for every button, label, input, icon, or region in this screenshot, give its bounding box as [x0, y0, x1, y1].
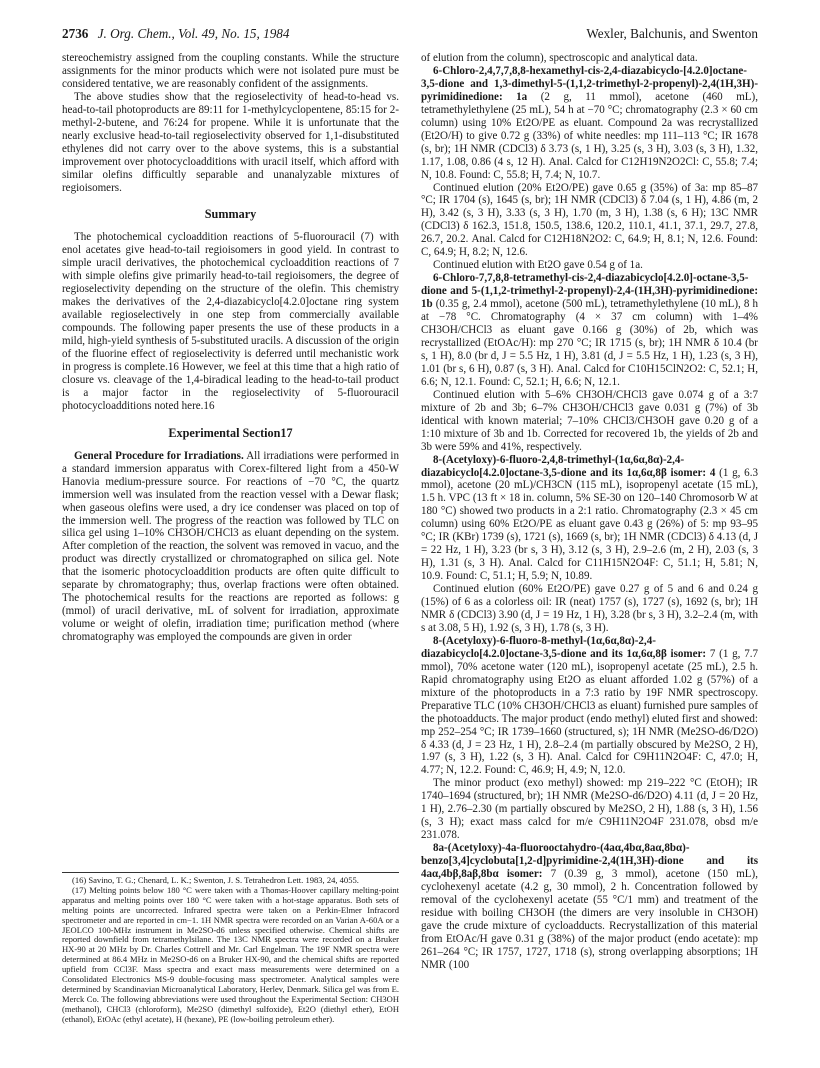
right-column: [421, 52, 758, 972]
experimental-paragraph: [421, 52, 758, 65]
paragraph-text: 7 (1 g, 7.7 mmol), 70% acetone water (120 mL), isopropenyl acetate (25 mL), 2.5 h. Rapid chromatography using Et2O as eluant afforded 1.02 g (57%) of a mixture of the photoproducts in a 7:3 ratio by 19F NMR spectroscopy. Preparative TLC (10% CH3OH/CHCl3 as eluant) furnished pure samples of the photoadducts. The major product (endo methyl) eluted first and showed: mp 252–254 °C; IR 1739–1660 (structured, s); 1H NMR (Me2SO-d6/D2O) δ 4.33 (d, J = 23 Hz, 1 H), 2.8–2.4 (m partially obscured by Me2SO, 2 H), 1.97 (s, 3 H), 1.22 (s, 3 H). Anal. Calcd for C9H11N2O4F: C, 47.0; H, 4.77; N, 12.2. Found: C, 46.9; H, 4.9; N, 12.0.: [421, 647, 758, 777]
paragraph-text: Continued elution with Et2O gave 0.54 g of 1a.: [433, 259, 643, 272]
paragraph-text: (2 g, 11 mmol), acetone (460 mL), tetramethylethylene (25 mL), 54 h at −70 °C; chromatography (2.3 × 60 cm column) using 10% Et2O/PE as eluant. Compound 2a was recrystallized (Et2O/H) to give 0.72 g (33%) of white needles: mp 111–113 °C; IR 1678 (s, br); 1H NMR (CDCl3) δ 3.73 (s, 1 H), 3.25 (s, 3 H), 3.03 (s, 3 H), 1.32, 1.17, 1.08, 0.86 (4 s, 12 H). Anal. Calcd for C12H19N2O2Cl: C, 55.8; 7.4; N, 10.8. Found: C, 55.8; H, 7.4; N, 10.7.: [421, 90, 758, 181]
paragraph-text: Continued elution with 5–6% CH3OH/CHCl3 gave 0.074 g of a 3:7 mixture of 2b and 3b; 6–7% CH3OH/CHCl3 gave 0.031 g (7%) of 3b identical with known material; 7–10% CHCl3/CH3OH gave 0.20 g of a 1:10 mixture of 3b and 1b. Corrected for recovered 1b, the yields of 2b and 3b were 59% and 41%, respectively.: [421, 388, 758, 453]
experimental-paragraph: [421, 272, 758, 389]
paragraph-text: Continued elution (60% Et2O/PE) gave 0.27 g of 5 and 6 and 0.24 g (15%) of 6 as a colorless oil: IR (neat) 1757 (s), 1727 (s), 1692 (s, br); 1H NMR δ (CDCl3) 3.90 (d, J = 19 Hz, 1 H), 3.28 (br s, 3 H), 3.2–2.4 (m, with s at 3.08, 5 H), 1.92 (s, 3 H), 1.78 (s, 3 H).: [421, 583, 758, 634]
experimental-paragraph: [421, 454, 758, 584]
compound-title: 8-(Acetyloxy)-6-fluoro-8-methyl-(1α,6α,8α)-2,4-diazabicyclo[4.2.0]octane-3,5-dione and its 1α,6α,8β isomer:: [421, 634, 707, 660]
general-procedure-title: General Procedure for Irradiations.: [74, 449, 244, 462]
paragraph-text: of elution from the column), spectroscopic and analytical data.: [421, 52, 698, 64]
header-left: [62, 26, 290, 42]
paragraph-text: (1 g, 6.3 mmol), acetone (20 mL)/CH3CN (115 mL), isopropenyl acetate (15 mL), 1.5 h. VPC (13 ft × 18 in. column, 5% SE-30 on 120–140 Chromosorb W at 180 °C) showed two products in a 2:1 ratio. Chromatography (2.3 × 45 cm column) using 60% Et2O/PE as eluant gave 0.43 g (26%) of 5: mp 93–95 °C; IR (KBr) 1739 (s), 1721 (s), 1669 (s, br); 1H NMR (CDCl3) δ 4.13 (d, J = 22 Hz, 1 H), 3.23 (br s, 3 H), 3.12 (s, 3 H), 2.9–2.6 (m, 2 H), 2.03 (s, 3 H), 1.31 (s, 3 H). Anal. Calcd for C11H15N2O4F: C, 51.1; H, 5.81; N, 10.9. Found: C, 51.1; H, 5.9; N, 10.89.: [421, 466, 758, 583]
header-authors: Wexler, Balchunis, and Swenton: [586, 26, 758, 41]
paragraph-text: 7 (0.39 g, 3 mmol), acetone (150 mL), cyclohexenyl acetate (4.2 g, 30 mmol), 2 h. Concentration followed by removal of the cyclohexenyl acetate (55 °C/1 mm) and treatment of the residue with boiling CH3OH (the dimers are very insoluble in CH3OH) gave the crude mixture of cycloadducts. Recrystallization of this material from EtOAc/H gave 0.31 g (38%) of the major product (endo acetate): mp 261–264 °C; IR 1757, 1727, 1718 (s), strong overlapping absorptions; 1H NMR (100: [421, 868, 758, 971]
compound-title: 6-Chloro-7,7,8,8-tetramethyl-cis-2,4-diazabicyclo[4.2.0]-octane-3,5-dione and 5-(1,1,2-trimethyl-2-propenyl)-2,4-(1H,3H)-pyrimidinedione: 1b: [421, 272, 758, 311]
experimental-paragraph: [421, 389, 758, 454]
journal-citation: J. Org. Chem., Vol. 49, No. 15, 1984: [97, 26, 290, 41]
paragraph-text: Continued elution (20% Et2O/PE) gave 0.65 g (35%) of 3a: mp 85–87 °C; IR 1704 (s), 1645 (s, br); 1H NMR (CDCl3) δ 7.04 (s, 1 H), 4.86 (m, 2 H), 3.42 (s, 3 H), 3.33 (s, 3 H), 1.70 (m, 3 H), 1.38 (s, 6 H); 13C NMR (CDCl3) δ 162.3, 151.8, 150.5, 138.6, 120.2, 110.1, 41.1, 37.1, 29.7, 27.8, 26.7, 20.2. Anal. Calcd for C12H18N2O2: C, 64.9; H, 8.1; N, 12.6. Found: C, 64.9; H, 8.2; N, 12.6.: [421, 181, 758, 259]
experimental-paragraph: [421, 65, 758, 182]
experimental-paragraph: [421, 182, 758, 260]
summary-paragraph: The photochemical cycloaddition reactions of 5-fluorouracil (7) with enol acetates give head-to-tail regioisomers in good yield. In contrast to simple uracil derivatives, the photochemical cycloaddition reactions of 7 with simple olefins give primarily head-to-tail regioisomers, the degree of regioselectivity depending on the structure of the olefin. This chemistry makes the derivatives of the 2,4-diazabicyclo[4.2.0]octane ring system available regioselectively in one step from commercially available compounds. The following paper presents the use of these products in a mild, high-yield synthesis of 5-substituted uracils. A discussion of the origin of the fluorine effect of regioselectivity is deferred until mechanistic work in progress is complete.16 However, we feel at this time that a high ratio of closure vs. cleavage of the 1,4-biradical leading to the head-to-tail product is a major factor in the regioselectivity of 5-fluorouracil photocycloadditions noted here.16: [62, 231, 399, 412]
experimental-heading: Experimental Section17: [168, 425, 293, 440]
footnotes: [62, 872, 399, 1025]
footnote-rule: [62, 872, 399, 873]
summary-heading: Summary: [204, 207, 257, 222]
general-procedure-paragraph: [62, 450, 399, 644]
intro-paragraph: stereochemistry assigned from the coupling constants. While the structure assignments for the minor products which were not isolated pure must be considered tentative, we are reasonably confident of the assignments.: [62, 52, 399, 90]
general-procedure-text: All irradiations were performed in a standard immersion apparatus with Corex-filtered light from a 450-W Hanovia medium-pressure source. For reactions of −70 °C, the quartz immersion well was insulated from the reaction vessel with a Dewar flask; when gaseous olefins were used, a dry ice condenser was placed on top of the immersion well. The progress of the reaction was followed by TLC on silica gel using 1–10% CH3OH/CHCl3 as eluant depending on the system. After completion of the reaction, the solvent was removed in vacuo, and the product was directly crystallized or chromatographed on silica gel. Note that the isomeric photocycloaddition products are often quite difficult to separate by chromatography; thus, overlap fractions were often obtained. The photochemical results for the reactions are reported as follows: g (mmol) of uracil derivative, mL of solvent for irradiation, approximate volume or weight of olefin, irradiation time; purification method (where chromatography was employed the compounds are given in order: [62, 449, 400, 644]
experimental-paragraph: [421, 842, 758, 972]
page-header: [62, 26, 758, 44]
left-column: [62, 52, 399, 644]
experimental-paragraph: [421, 259, 758, 272]
experimental-paragraph: [421, 635, 758, 777]
compound-title: 8a-(Acetyloxy)-4a-fluorooctahydro-(4aα,4bα,8aα,8bα)-benzo[3,4]cyclobuta[1,2-d]pyrimidine-2,4(1H,3H)-dione and its 4aα,4bβ,8aβ,8bα isomer:: [421, 842, 758, 881]
intro-paragraph: The above studies show that the regioselectivity of head-to-head vs. head-to-tail photoproducts are 89:11 for 1-methylcyclopentene, 85:15 for 2-methyl-2-butene, and 76:24 for propene. While it is unfortunate that the nearly exclusive head-to-tail regioselectivity observed for 1,1-disubstituted ethylenes did not carry over to the above systems, this is a substantial improvement over photocycloadditions with uracil itself, which afford with similar olefins difficultly separable and unanalyzable mixtures of regioisomers.: [62, 90, 399, 194]
experimental-paragraph: [421, 777, 758, 842]
paragraph-text: The minor product (exo methyl) showed: mp 219–222 °C (EtOH); IR 1740–1694 (structured, br); 1H NMR (Me2SO-d6/D2O) 4.11 (d, J = 20 Hz, 1 H), 2.76–2.30 (m partially obscured by Me2SO, 2 H), 1.88 (s, 3 H), 1.56 (s, 3 H); exact mass calcd for m/e C9H11N2O4F 231.078, obsd m/e 231.078.: [421, 777, 758, 842]
compound-title: 8-(Acetyloxy)-6-fluoro-2,4,8-trimethyl-(1α,6α,8α)-2,4-diazabicyclo[4.2.0]octane-3,5-dione and its 1α,6α,8β isomer: 4: [421, 453, 716, 479]
paragraph-text: (0.35 g, 2.4 mmol), acetone (500 mL), tetramethylethylene (10 mL), 8 h at −78 °C. Chromatography (4 × 37 cm column) with 1–4% CH3OH/CHCl3 as eluant gave 0.166 g (30%) of 2b, which was recrystallized (EtOAc/H): mp 270 °C; IR 1715 (s, br); 1H NMR δ 10.4 (br s, 1 H), 8.0 (br d, J = 5.5 Hz, 1 H), 3.81 (d, J = 5.5 Hz, 1 H), 1.23 (s, 3 H), 1.01 (br s, 6 H), 0.87 (s, 3 H). Anal. Calcd for C10H15ClN2O2: C, 52.1; H, 6.6; N, 12.1. Found: C, 52.1; H, 6.6; N, 12.1.: [421, 298, 758, 388]
footnote-16: (16) Savino, T. G.; Chenard, L. K.; Swenton, J. S. Tetrahedron Lett. 1983, 24, 4055.: [72, 875, 359, 885]
compound-title: 6-Chloro-2,4,7,7,8,8-hexamethyl-cis-2,4-diazabicyclo-[4.2.0]octane-3,5-dione and 1,3-dimethyl-5-(1,1,2-trimethyl-2-propenyl)-2,4(1H,3H)-pyrimidinedione: 1a: [421, 64, 758, 103]
footnote-17: (17) Melting points below 180 °C were taken with a Thomas-Hoover capillary melting-point apparatus and melting points over 180 °C were taken with a hot-stage apparatus. Both sets of melting points are uncorrected. Infrared spectra were taken on a Perkin-Elmer Infracord spectrometer and are reported in cm−1. 1H NMR spectra were recorded on an Varian A-60A or a JEOLCO 100-MHz instrument in Me2SO-d6 unless specified otherwise. Chemical shifts are reported downfield from tetramethylsilane. The 13C NMR spectra were recorded on a Bruker HX-90 at 20 MHz by Dr. Charles Cottrell and Mr. Carl Engelman. The 19F NMR spectra were determined at 86.4 MHz in Me2SO-d6 on a Bruker HX-90, and the chemical shifts are reported upfield from CCl3F. Mass spectra and exact mass measurements were determined on a Consolidated Electronics MS-9 double-focusing mass spectrometer. Analytical samples were determined by Scandinavian Microanalytical Laboratory, Herlev, Denmark. Silica gel was from E. Merck Co. The following abbreviations were used throughout the Experimental Section: CH3OH (methanol), CHCl3 (chloroform), Me2SO (dimethyl sulfoxide), Et2O (diethyl ether), EtOH (ethanol), EtOAc (ethyl acetate), H (hexane), PE (low-boiling petroleum ether).: [62, 884, 399, 1024]
page-number: 2736: [62, 26, 89, 41]
experimental-paragraph: [421, 583, 758, 635]
